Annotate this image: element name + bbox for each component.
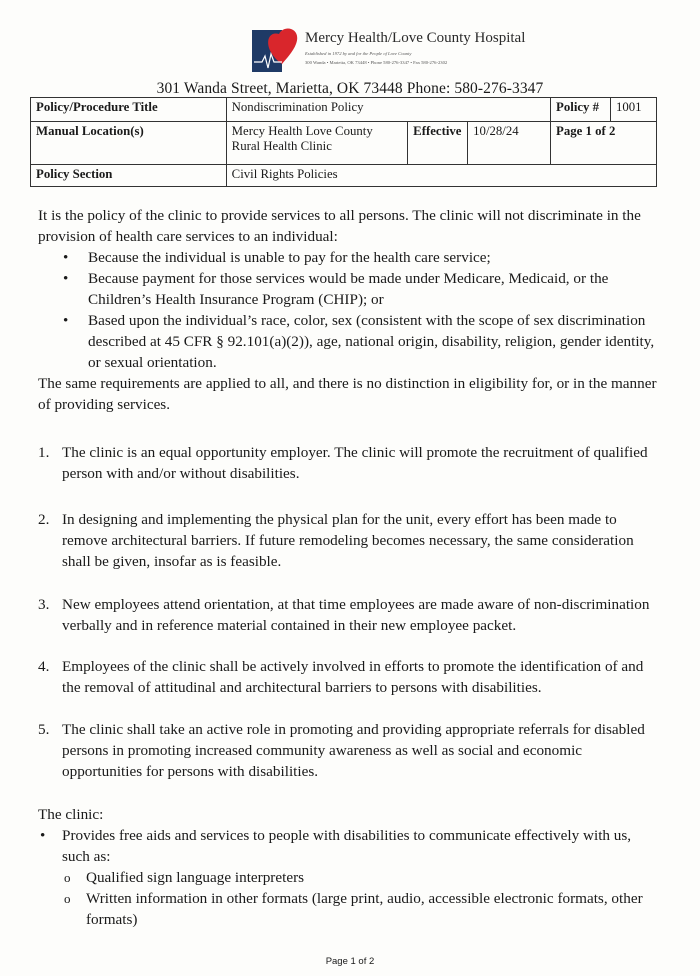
clinic-section (38, 804, 653, 930)
item-number: 4. (38, 658, 50, 675)
same-requirements-paragraph: The same requirements are applied to all, and there is no distinction in eligibility for, or in the manner of providing services. (38, 375, 657, 413)
intro-section (38, 205, 660, 415)
hospital-address: 301 Wanda Street, Marietta, OK 73448 Phone: 580-276-3347 (156, 80, 544, 97)
hospital-tagline: Established in 1972 by and for the People of Love County (305, 51, 412, 56)
numbered-item-2 (38, 509, 653, 572)
letterhead (252, 24, 532, 74)
item-number: 3. (38, 596, 50, 613)
clinic-bullet-text: Provides free aids and services to people with disabilities to communicate effectively with us, such as: (62, 827, 632, 865)
clinic-sub-list (62, 867, 653, 930)
item-text: The clinic shall take an active role in promoting and providing appropriate referrals for disabled persons in promoting increased community awareness as well as social and economic opportunities for persons with disabilities. (62, 721, 645, 780)
numbered-item-1 (38, 442, 653, 484)
page-indicator: Page 1 of 2 (551, 122, 657, 165)
intro-paragraph: It is the policy of the clinic to provide services to all persons. The clinic will not discriminate in the provision of health care services to an individual: (38, 207, 641, 245)
hospital-contact-line: 300 Wanda • Marietta, OK 73448 • Phone 580-276-3347 • Fax 580-276-2302 (305, 60, 448, 65)
item-text: New employees attend orientation, at that time employees are made aware of non-discrimination verbally and in reference material contained in their new employee packet. (62, 596, 650, 634)
page-footer: Page 1 of 2 (325, 956, 375, 967)
numbered-item-5 (38, 719, 653, 782)
item-text: The clinic is an equal opportunity employer. The clinic will promote the recruitment of qualified person with and/or without disabilities. (62, 444, 648, 482)
list-item: • Based upon the individual’s race, color, sex (consistent with the scope of sex discrimination described at 45 CFR § 92.101(a)(2)), age, national origin, disability, religion, gender identity, or sexual orientation. (88, 310, 660, 373)
clinic-bullet-list (38, 825, 653, 930)
clinic-heading: The clinic: (38, 806, 104, 823)
policy-number-value: 1001 (610, 98, 656, 122)
list-item (62, 825, 653, 930)
list-item: • Because the individual is unable to pay for the health care service; (88, 247, 660, 268)
policy-section-value: Civil Rights Policies (226, 165, 656, 187)
effective-date: 10/28/24 (468, 122, 551, 165)
policy-section-label: Policy Section (31, 165, 227, 187)
item-number: 5. (38, 721, 50, 738)
effective-label: Effective (408, 122, 468, 165)
list-item: o Written information in other formats (large print, audio, accessible electronic formats, other formats) (86, 888, 653, 930)
manual-location-value: Mercy Health Love County Rural Health Clinic (226, 122, 408, 165)
numbered-item-4 (38, 656, 653, 698)
policy-title-label: Policy/Procedure Title (31, 98, 227, 122)
list-item: o Qualified sign language interpreters (86, 867, 653, 888)
policy-title-value: Nondiscrimination Policy (226, 98, 550, 122)
item-text: In designing and implementing the physical plan for the unit, every effort has been made to remove architectural barriers. If future remodeling becomes necessary, the same consideration shall be given, insofar as is feasible. (62, 511, 634, 570)
intro-bullet-list (38, 247, 660, 373)
heart-pulse-logo-icon (252, 24, 300, 72)
item-text: Employees of the clinic shall be actively involved in efforts to promote the identification of and the removal of attitudinal and architectural barriers to persons with disabilities. (62, 658, 644, 696)
manual-location-label: Manual Location(s) (31, 122, 227, 165)
item-number: 1. (38, 444, 50, 461)
list-item: • Because payment for those services would be made under Medicare, Medicaid, or the Children’s Health Insurance Program (CHIP); or (88, 268, 660, 310)
numbered-item-3 (38, 594, 653, 636)
hospital-name: Mercy Health/Love County Hospital (305, 30, 526, 46)
policy-number-label: Policy # (551, 98, 611, 122)
item-number: 2. (38, 511, 50, 528)
policy-meta-table (30, 97, 657, 187)
